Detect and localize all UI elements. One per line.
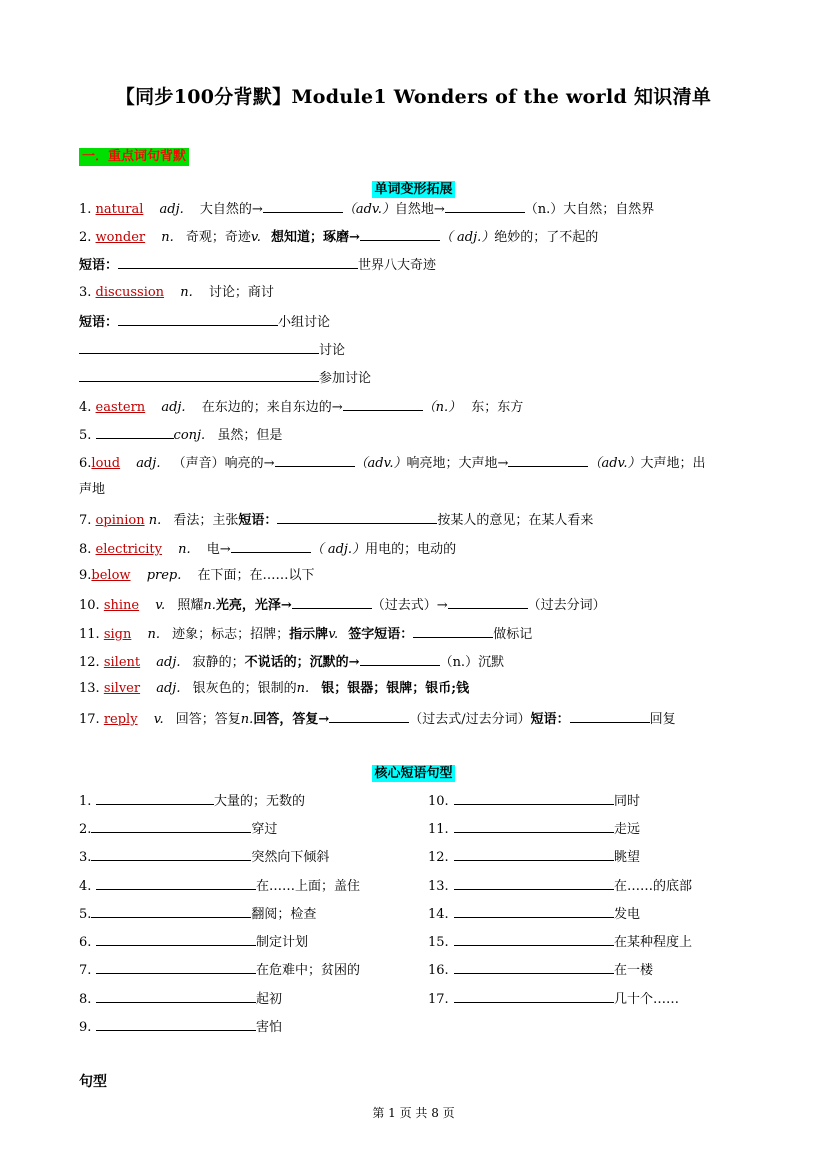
phrase-item — [428, 960, 653, 979]
vocab-line-8 — [79, 539, 769, 558]
item-number: 14. — [428, 907, 449, 922]
item-number: 9. — [79, 1020, 92, 1035]
part-of-speech: n. — [296, 681, 310, 696]
phrase-meaning: 起初 — [256, 992, 283, 1007]
meaning: 银；银器；银牌；银币;钱 — [321, 681, 470, 696]
answer-blank[interactable] — [454, 989, 614, 1003]
answer-blank[interactable] — [413, 624, 493, 638]
vocab-heading-label: 单词变形拓展 — [374, 182, 453, 197]
meaning: 大声地；出 — [640, 456, 706, 471]
meaning: 迹象；标志；招牌； — [172, 627, 290, 642]
item-number: 8. — [79, 542, 92, 557]
hint: （n.） — [524, 202, 564, 217]
phrase-meaning: 穿过 — [251, 822, 278, 837]
vocab-line-3-phrase-3 — [79, 368, 769, 387]
answer-blank[interactable] — [454, 960, 614, 974]
meaning: 看法；主张 — [173, 513, 239, 528]
part-of-speech: n. — [161, 230, 174, 245]
meaning: 在东边的；来自东边的→ — [201, 400, 343, 415]
hint: （adv.） — [588, 456, 641, 471]
answer-blank[interactable] — [96, 960, 256, 974]
phrase-meaning: 在一楼 — [614, 963, 654, 978]
vocab-word: discussion — [95, 285, 165, 300]
meaning: 小组讨论 — [278, 315, 331, 330]
meaning: 照耀 — [177, 598, 204, 613]
phrase-item — [428, 904, 640, 923]
phrase-item — [428, 819, 640, 838]
hint: （过去式）→ — [371, 598, 448, 613]
vocab-word: electricity — [95, 542, 162, 557]
item-number: 6. — [79, 935, 92, 950]
meaning: 不说话的；沉默的→ — [244, 655, 360, 670]
phrase-item — [428, 791, 640, 810]
meaning: 声地 — [79, 482, 106, 497]
item-number: 10. — [79, 598, 100, 613]
vocab-word: eastern — [95, 400, 146, 415]
item-number: 12. — [428, 850, 449, 865]
vocab-word: wonder — [95, 230, 146, 245]
vocab-word: opinion — [95, 513, 145, 528]
phrase-heading-label: 核心短语句型 — [374, 766, 453, 781]
answer-blank[interactable] — [360, 652, 440, 666]
part-of-speech: conj. — [173, 428, 206, 443]
hint: （adv.） — [342, 202, 395, 217]
phrase-meaning: 翻阅；检查 — [251, 907, 317, 922]
item-number: 2. — [79, 822, 92, 837]
meaning: 光亮，光泽→ — [215, 598, 292, 613]
vocab-line-6-cont — [79, 481, 769, 498]
phrase-item — [79, 876, 360, 895]
phrase-meaning: 走远 — [614, 822, 641, 837]
vocab-heading — [0, 178, 827, 198]
phrase-item — [79, 989, 282, 1008]
meaning: 沉默 — [478, 655, 505, 670]
phrase-item — [79, 932, 308, 951]
item-number: 16. — [428, 963, 449, 978]
part-of-speech: adj. — [136, 456, 161, 471]
meaning: 回答；答复 — [175, 712, 241, 727]
vocab-line-1 — [79, 199, 769, 218]
vocab-word: natural — [95, 202, 144, 217]
phrase-item — [79, 819, 277, 838]
phrase-item — [79, 1017, 282, 1036]
part-of-speech: v. — [155, 598, 166, 613]
answer-blank[interactable] — [454, 904, 614, 918]
item-number: 13. — [79, 681, 100, 696]
phrase-item — [428, 932, 692, 951]
vocab-line-3-phrase — [79, 312, 769, 331]
answer-blank[interactable] — [96, 989, 256, 1003]
phrase-item — [79, 847, 329, 866]
item-number: 3. — [79, 285, 92, 300]
answer-blank[interactable] — [118, 312, 278, 326]
meaning: 讨论 — [319, 343, 346, 358]
answer-blank[interactable] — [91, 904, 251, 918]
vocab-line-9 — [79, 567, 769, 584]
meaning: 响亮地；大声地→ — [406, 456, 509, 471]
sentence-heading: 句型 — [79, 1074, 107, 1090]
vocab-line-12 — [79, 652, 769, 671]
item-number: 17. — [79, 712, 100, 727]
part-of-speech: prep. — [146, 568, 182, 583]
phrase-meaning: 在……上面；盖住 — [256, 879, 361, 894]
meaning: 签字短语： — [348, 627, 414, 642]
answer-blank[interactable] — [231, 539, 311, 553]
part-of-speech: v. — [328, 627, 339, 642]
vocab-line-4 — [79, 397, 769, 416]
phrase-meaning: 同时 — [614, 794, 641, 809]
vocab-line-11 — [79, 624, 769, 643]
item-number: 5. — [79, 428, 92, 443]
item-number: 15. — [428, 935, 449, 950]
page-title: 【同步100分背默】Module1 Wonders of the world 知识清单 — [115, 86, 712, 108]
answer-blank[interactable] — [454, 932, 614, 946]
answer-blank[interactable] — [343, 397, 423, 411]
vocab-word: sign — [103, 627, 132, 642]
phrase-item — [79, 791, 305, 810]
item-number: 11. — [428, 822, 449, 837]
vocab-line-10 — [79, 595, 769, 614]
part-of-speech: n. — [148, 513, 162, 528]
vocab-line-6 — [79, 453, 769, 472]
hint: （ adj.） — [310, 542, 366, 557]
vocab-word: loud — [91, 456, 121, 471]
phrase-meaning: 发电 — [614, 907, 641, 922]
phrase-item — [79, 904, 316, 923]
item-number: 17. — [428, 992, 449, 1007]
answer-blank[interactable] — [445, 199, 525, 213]
hint: （过去式/过去分词） — [409, 712, 531, 727]
answer-blank[interactable] — [96, 1017, 256, 1031]
part-of-speech: adj. — [156, 681, 181, 696]
item-number: 1. — [79, 202, 92, 217]
vocab-line-3 — [79, 284, 769, 301]
vocab-word: silent — [103, 655, 141, 670]
part-of-speech: n. — [240, 712, 254, 727]
vocab-line-2 — [79, 227, 769, 246]
item-number: 2. — [79, 230, 92, 245]
phrase-label: 短语： — [530, 712, 570, 727]
meaning: 按某人的意见；在某人看来 — [437, 513, 594, 528]
item-number: 9. — [79, 568, 92, 583]
item-number: 13. — [428, 879, 449, 894]
meaning: 东；东方 — [471, 400, 524, 415]
phrase-meaning: 突然向下倾斜 — [251, 850, 330, 865]
item-number: 11. — [79, 627, 100, 642]
part-of-speech: adj. — [159, 202, 184, 217]
answer-blank[interactable] — [292, 595, 372, 609]
item-number: 12. — [79, 655, 100, 670]
item-number: 7. — [79, 513, 92, 528]
meaning: 大自然；自然界 — [563, 202, 655, 217]
vocab-line-3-phrase-2 — [79, 340, 769, 359]
part-of-speech: adj. — [161, 400, 186, 415]
answer-blank[interactable] — [454, 847, 614, 861]
part-of-speech: adj. — [156, 655, 181, 670]
hint: （adv.） — [354, 456, 407, 471]
hint: （n.） — [439, 655, 479, 670]
vocab-line-5 — [79, 425, 769, 444]
meaning: 在下面；在……以下 — [197, 568, 315, 583]
phrase-meaning: 制定计划 — [256, 935, 309, 950]
vocab-line-2-phrase — [79, 255, 769, 274]
answer-blank[interactable] — [275, 453, 355, 467]
meaning: 想知道；琢磨→ — [271, 230, 360, 245]
part-of-speech: n. — [180, 285, 193, 300]
meaning: 回答，答复→ — [253, 712, 330, 727]
vocab-word: below — [91, 568, 131, 583]
meaning: 世界八大奇迹 — [358, 258, 437, 273]
answer-blank[interactable] — [360, 227, 440, 241]
part-of-speech: v. — [153, 712, 164, 727]
item-number: 6. — [79, 456, 92, 471]
hint: （过去分词） — [527, 598, 606, 613]
phrase-meaning: 几十个…… — [614, 992, 680, 1007]
part-of-speech: v. — [250, 230, 261, 245]
answer-blank[interactable] — [91, 847, 251, 861]
answer-blank[interactable] — [277, 510, 437, 524]
answer-blank[interactable] — [96, 932, 256, 946]
item-number: 8. — [79, 992, 92, 1007]
answer-blank[interactable] — [329, 709, 409, 723]
meaning: 参加讨论 — [319, 371, 372, 386]
answer-blank[interactable] — [96, 791, 214, 805]
phrase-label: 短语： — [238, 513, 278, 528]
meaning: 回复 — [649, 712, 676, 727]
item-number: 4. — [79, 400, 92, 415]
answer-blank[interactable] — [454, 876, 614, 890]
part-of-speech: n. — [178, 542, 191, 557]
phrase-meaning: 大量的；无数的 — [214, 794, 306, 809]
answer-blank[interactable] — [96, 876, 256, 890]
meaning: 做标记 — [493, 627, 533, 642]
meaning: 奇观；奇迹 — [185, 230, 251, 245]
part-of-speech: n. — [147, 627, 161, 642]
item-number: 1. — [79, 794, 92, 809]
phrase-item — [428, 989, 679, 1008]
item-number: 3. — [79, 850, 92, 865]
item-number: 5. — [79, 907, 92, 922]
meaning: 用电的；电动的 — [365, 542, 457, 557]
answer-blank[interactable] — [79, 368, 319, 382]
meaning: 自然地→ — [394, 202, 445, 217]
answer-blank[interactable] — [79, 340, 319, 354]
phrase-item — [428, 876, 692, 895]
phrase-label: 短语： — [79, 315, 119, 330]
phrase-meaning: 害怕 — [256, 1020, 283, 1035]
phrase-heading — [0, 762, 827, 782]
meaning: 银灰色的；银制的 — [192, 681, 297, 696]
section-heading-key-words: 一．重点词句背默 — [79, 148, 189, 166]
answer-blank[interactable] — [91, 819, 251, 833]
meaning: 电→ — [206, 542, 231, 557]
vocab-word: reply — [103, 712, 138, 727]
meaning: 寂静的； — [192, 655, 245, 670]
phrase-meaning: 眺望 — [614, 850, 641, 865]
hint: （ adj.） — [439, 230, 495, 245]
meaning: 讨论；商讨 — [208, 285, 274, 300]
vocab-line-7 — [79, 510, 769, 529]
phrase-item — [428, 847, 640, 866]
answer-blank[interactable] — [118, 255, 358, 269]
hint: （n.） — [422, 400, 462, 415]
meaning: （声音）响亮的→ — [172, 456, 275, 471]
vocab-line-17 — [79, 709, 769, 728]
meaning: 指示牌 — [289, 627, 329, 642]
answer-blank[interactable] — [570, 709, 650, 723]
meaning: 大自然的→ — [199, 202, 263, 217]
answer-blank[interactable] — [454, 791, 614, 805]
vocab-line-13 — [79, 680, 769, 697]
item-number: 10. — [428, 794, 449, 809]
phrase-label: 短语： — [79, 258, 119, 273]
answer-blank[interactable] — [454, 819, 614, 833]
vocab-word: shine — [103, 598, 140, 613]
phrase-meaning: 在危难中；贫困的 — [256, 963, 361, 978]
answer-blank[interactable] — [448, 595, 528, 609]
item-number: 4. — [79, 879, 92, 894]
answer-blank[interactable] — [263, 199, 343, 213]
vocab-word: silver — [103, 681, 141, 696]
page-footer: 第 1 页 共 8 页 — [372, 1106, 455, 1120]
item-number: 7. — [79, 963, 92, 978]
answer-blank[interactable] — [508, 453, 588, 467]
answer-blank[interactable] — [96, 425, 174, 439]
meaning: 绝妙的；了不起的 — [494, 230, 599, 245]
phrase-meaning: 在某种程度上 — [614, 935, 693, 950]
meaning: 虽然；但是 — [217, 428, 283, 443]
phrase-meaning: 在……的底部 — [614, 879, 693, 894]
part-of-speech: n. — [203, 598, 216, 613]
phrase-item — [79, 960, 360, 979]
